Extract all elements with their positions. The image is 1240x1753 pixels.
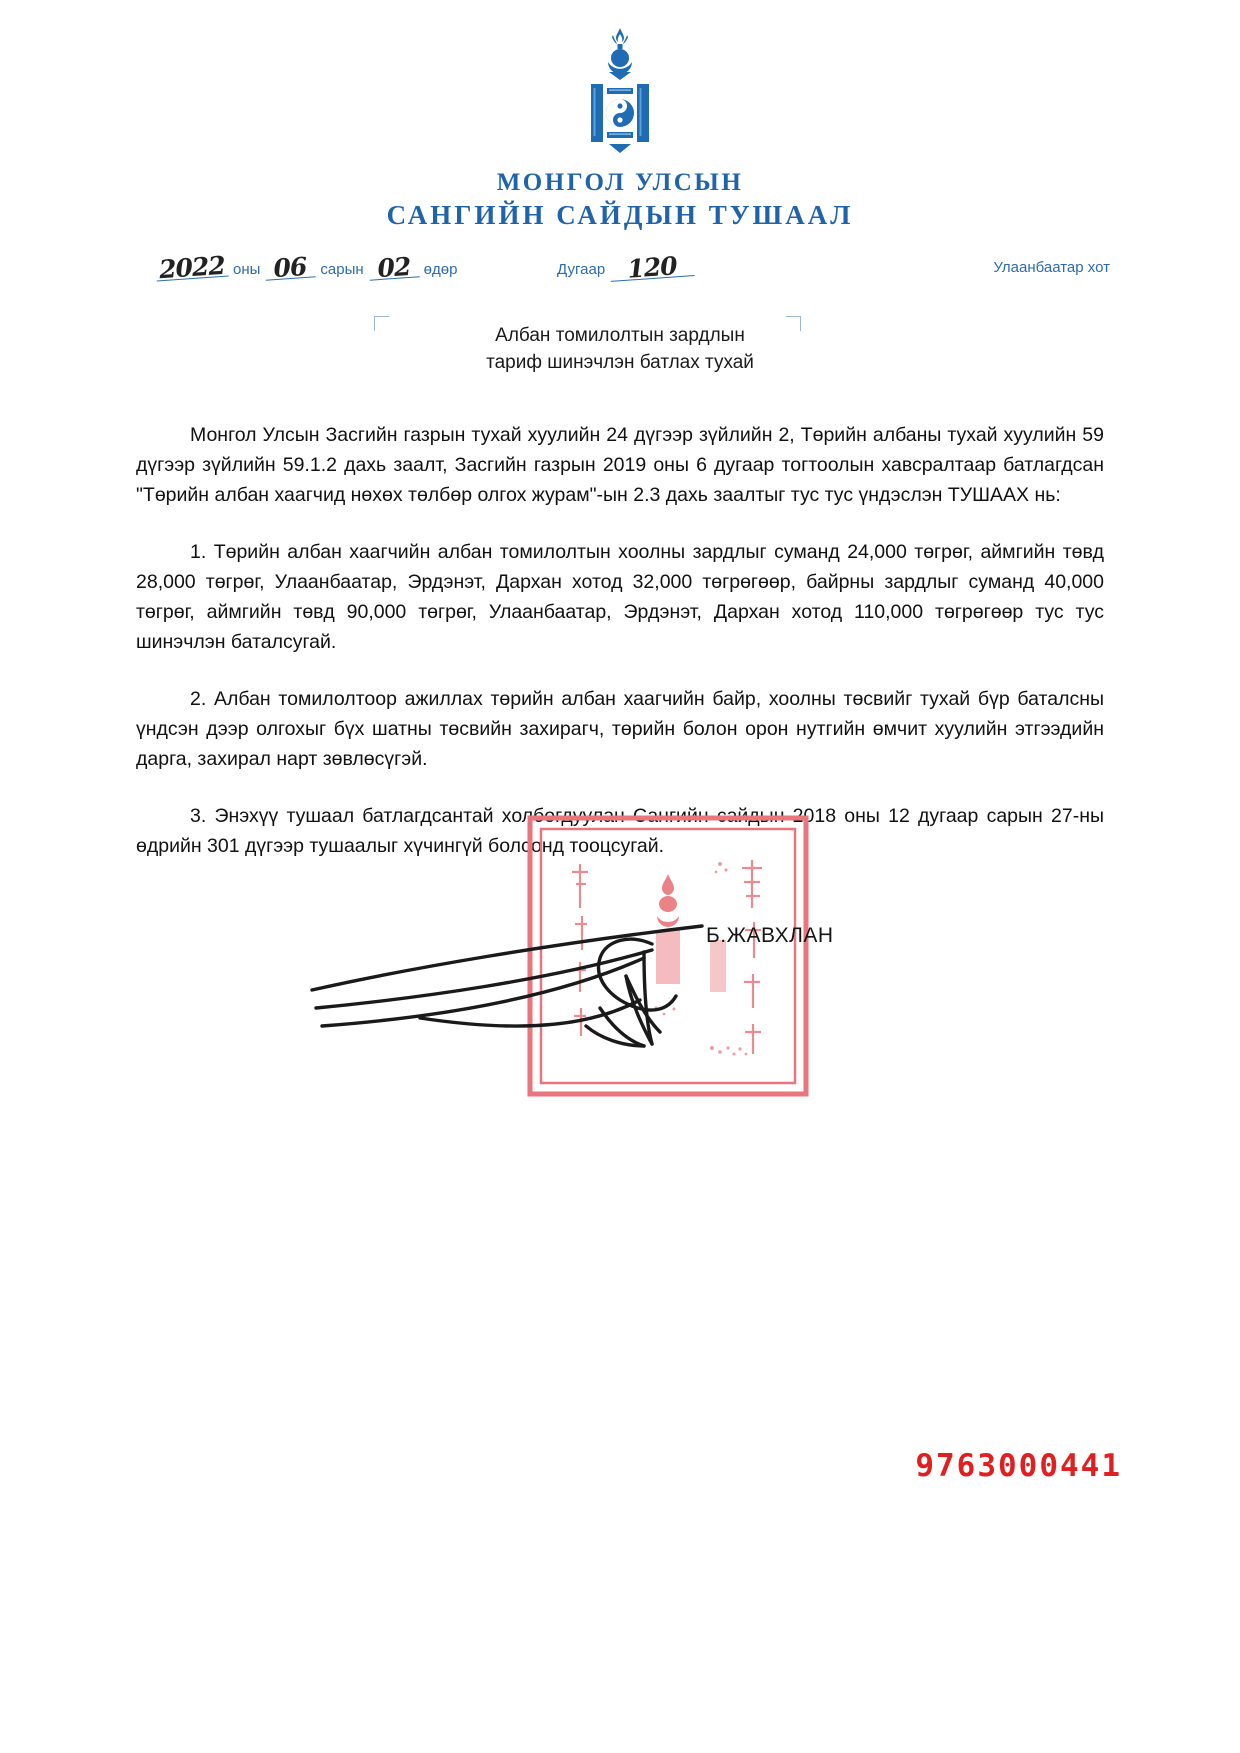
body-paragraph-1: 1. Төрийн албан хаагчийн албан томилолтын хоолны зардлыг суманд 24,000 төгрөг, аймгийн төвд 28,000 төгрөг, Улаанбаатар, Эрдэнэт, Дархан хотод 32,000 төгрөгөөр, байрны зардлыг суманд 40,000 төгрөг, аймгийн төвд 90,000 төгрөг, Улаанбаатар, Эрдэнэт, Дархан хотод 110,000 төгрөгөөр тус тус шинэчлэн баталсугай. [136, 541, 1104, 653]
body-paragraph-3: 3. Энэхүү тушаал батлагдсантай холбогдуулан Сангийн сайдын 2018 оны 12 дугаар сарын 27-ны өдрийн 301 дүгээр тушаалыг хүчингүй болсонд тооцсугай. [136, 805, 1104, 857]
signer-name: Б.ЖАВХЛАН [706, 924, 834, 947]
date-month-value: 06 [265, 256, 316, 280]
document-meta-line [0, 252, 1240, 286]
document-code: 9763000441 [915, 1448, 1122, 1484]
emblem-container [0, 26, 1240, 168]
date-year-label: оны [233, 261, 261, 278]
date-day-label: өдөр [423, 261, 458, 278]
document-subject [0, 322, 1240, 376]
order-number [552, 251, 694, 284]
soyombo-state-emblem-icon [577, 26, 663, 168]
date-month-label: сарын [320, 261, 364, 278]
date-year-value: 2022 [155, 256, 228, 282]
body-paragraph-preamble: Монгол Улсын Засгийн газрын тухай хуулийн 24 дүгээр зүйлийн 2, Төрийн албаны тухай хуулийн 59 дүгээр зүйлийн 59.1.2 дахь заалт, Засгийн газрын 2019 оны 6 дугаар тогтоолын хавсралтаар батлагдсан "Төрийн албан хаагчид нөхөх төлбөр олгох журам"-ын 2.3 дахь заалтыг тус тус үндэслэн ТУШААХ нь: [136, 424, 1104, 506]
handwritten-signature [300, 840, 760, 1070]
issue-date [156, 250, 462, 285]
issue-city: Улаанбаатар хот [993, 259, 1110, 276]
body-paragraph-2: 2. Албан томилолтоор ажиллах төрийн албан хаагчийн байр, хоолны төсвийг тухай бүр баталсны үндсэн дээр олгохыг бүх шатны төсвийн захирагч, төрийн болон орон нутгийн өмчит хуулийн этгээдийн дарга, захирал нарт зөвлөсүгэй. [136, 688, 1104, 770]
order-number-value: 120 [610, 255, 695, 282]
order-number-label: Дугаар [557, 261, 606, 278]
page-title [0, 168, 1240, 232]
date-day-value: 02 [368, 256, 419, 280]
subject-line-1: Албан томилолтын зардлын [495, 325, 745, 346]
title-line-order: САНГИЙН САЙДЫН ТУШААЛ [386, 200, 854, 230]
subject-line-2: тариф шинэчлэн батлах тухай [486, 352, 754, 373]
title-line-country: МОНГОЛ УЛСЫН [496, 169, 744, 196]
document-body [136, 420, 1104, 861]
